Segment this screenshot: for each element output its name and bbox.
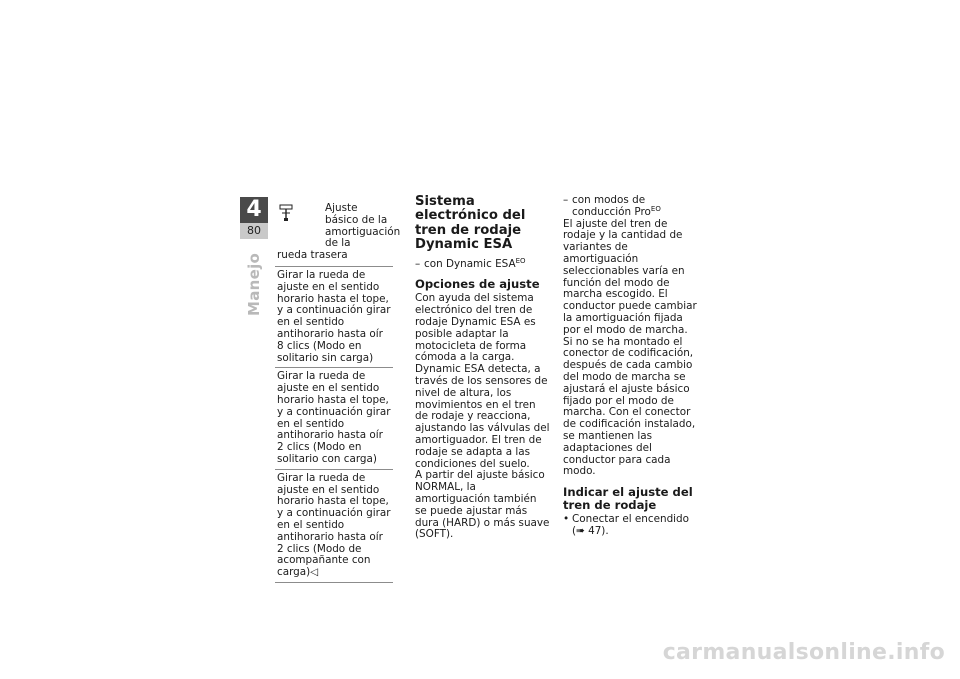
middle-column [415, 195, 550, 541]
chapter-number: 4 [240, 197, 268, 223]
table-row: Girar la rueda de ajuste en el sentido horario hasta el tope, y a continuación girar en el sentido antihorario hasta oír 8 clics (Modo en solitario sin carga) [275, 267, 393, 368]
table-header-text-top: Ajuste básico de la amortiguación de la [325, 202, 401, 250]
right-column [563, 195, 699, 538]
condition-text: con modos de conducción Pro [572, 194, 651, 218]
page-number: 80 [240, 223, 268, 239]
arrow-reference-icon: ➠ [576, 524, 585, 537]
condition-line [563, 195, 699, 219]
table-row: Girar la rueda de ajuste en el sentido horario hasta el tope, y a continuación girar en el sentido antihorario hasta oír 2 clics (Modo de acompañante con carga)◁ [275, 470, 393, 583]
paragraph: Si no se ha montado el conector de codificación, después de cada cambio del modo de marcha se ajustará el ajuste básico fijado por el modo de marcha. Con el conector de codificación instalado, se mantienen las adaptaciones del conductor para cada modo. [563, 335, 696, 478]
table-header [275, 197, 401, 267]
paragraph: Con ayuda del sistema electrónico del tren de rodaje Dynamic ESA es posible adaptar la motocicleta de forma cómoda a la carga. [415, 292, 536, 364]
paragraph: El ajuste del tren de rodaje y la cantidad de variantes de amortiguación seleccionables varía en función del modo de marcha escogido. El conductor puede cambiar la amortiguación fijada por el modo de marcha. [563, 217, 697, 336]
chapter-title: Manejo [245, 252, 263, 316]
paragraph: A partir del ajuste básico NORMAL, la amortiguación también se puede ajustar más dura (HARD) o más suave (SOFT). [415, 469, 550, 541]
subheading: Opciones de ajuste [415, 277, 540, 292]
subheading: Indicar el ajuste del tren de rodaje [563, 485, 693, 513]
condition-line [415, 256, 550, 271]
condition-sup: EO [515, 256, 526, 265]
condition-sup: EO [650, 204, 661, 213]
bullet-text: Conectar el encendido ( [572, 513, 690, 537]
wrench-adjust-icon [279, 204, 293, 222]
condition-text: con Dynamic ESA [424, 257, 516, 270]
table-row: Girar la rueda de ajuste en el sentido horario hasta el tope, y a continuación girar en el sentido antihorario hasta oír 2 clics (Modo en solitario con carga) [275, 368, 393, 469]
page-reference[interactable]: 47). [584, 524, 609, 537]
watermark: carmanualsonline.info [662, 640, 945, 665]
bullet-item [563, 514, 699, 538]
section-heading: Sistema electrónico del tren de rodaje Dynamic ESA [415, 194, 526, 253]
table-header-text-bottom: rueda trasera [277, 249, 348, 262]
adjustment-table [275, 197, 401, 583]
paragraph: Dynamic ESA detecta, a través de los sensores de nivel de altura, los movimientos en el tren de rodaje y reacciona, ajustando las válvulas del amortiguador. El tren de rodaje se adapta a las condiciones del suelo. [415, 363, 550, 470]
